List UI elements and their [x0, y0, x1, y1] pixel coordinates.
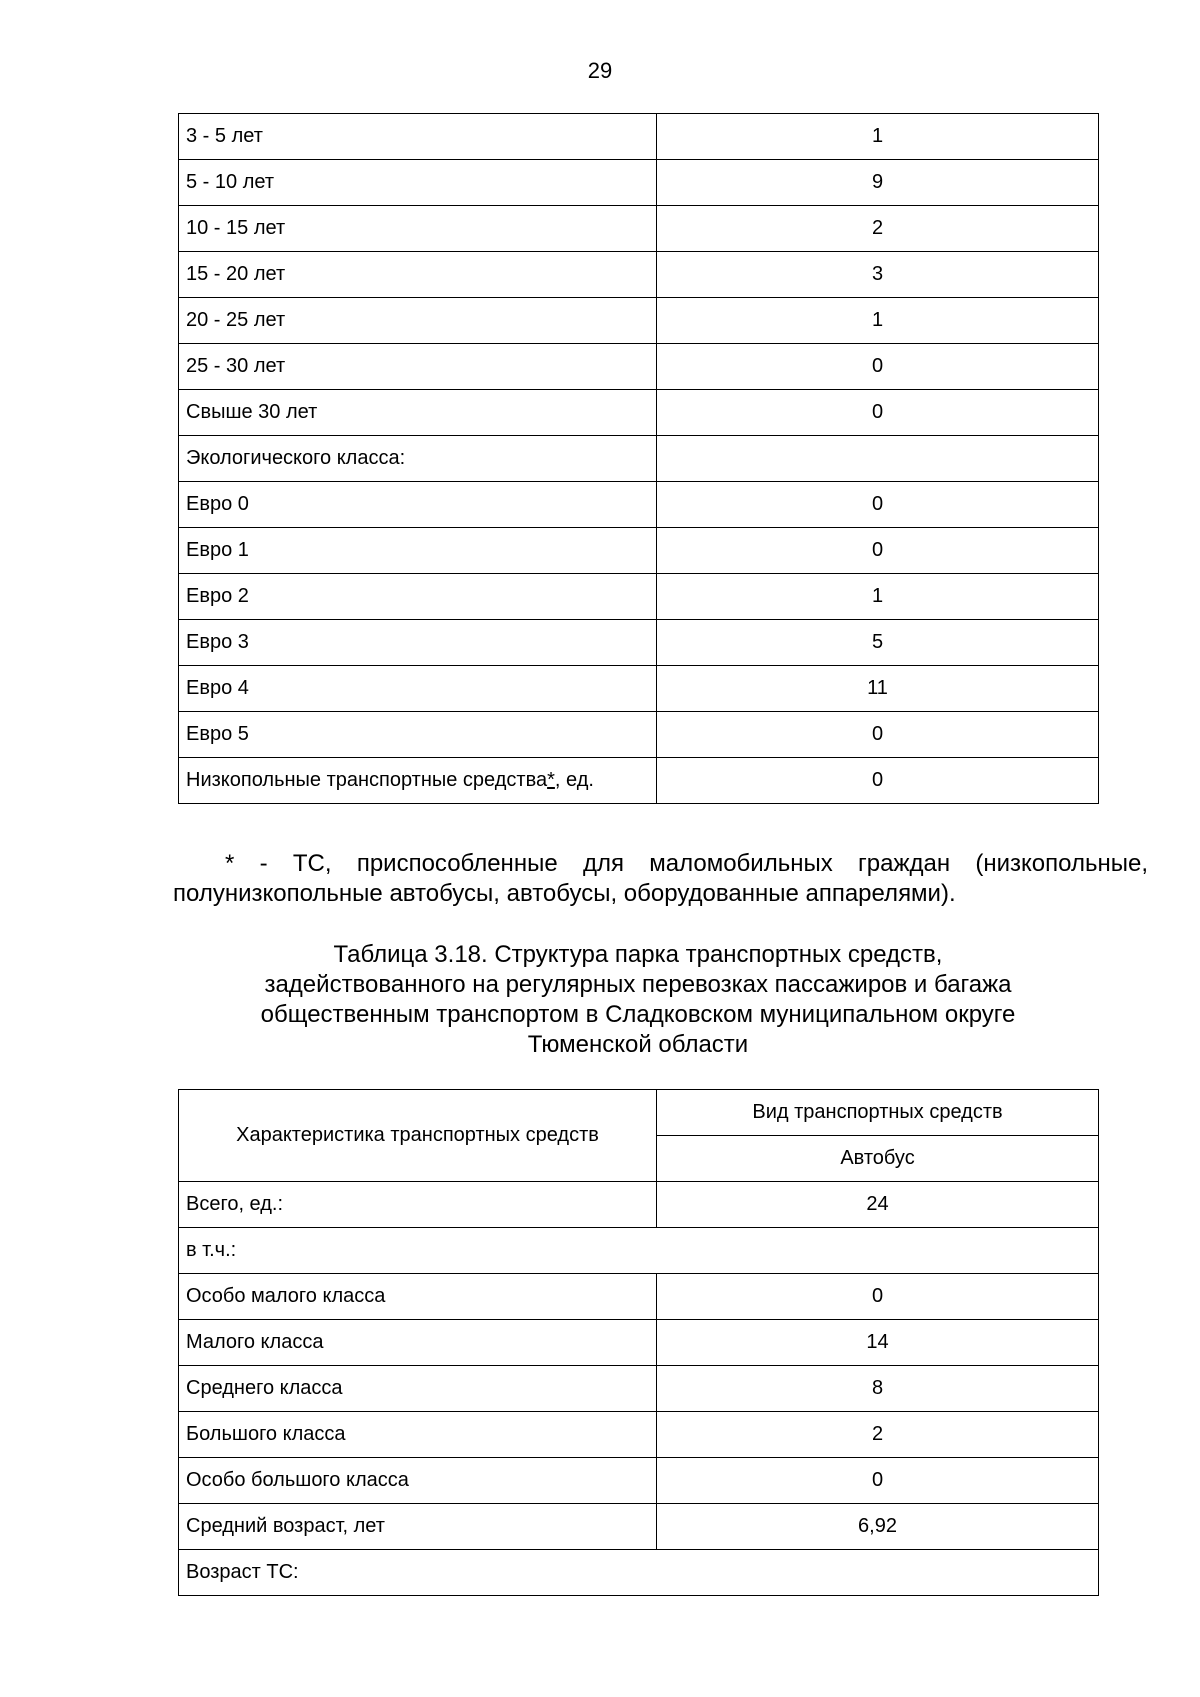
table-row: [179, 1550, 1099, 1596]
row-value: 1: [657, 298, 1099, 344]
row-label: Евро 1: [179, 528, 657, 574]
row-value: 0: [657, 528, 1099, 574]
table-row: [179, 206, 1099, 252]
row-label: Евро 2: [179, 574, 657, 620]
table-row: [179, 1274, 1099, 1320]
row-value: 2: [657, 1412, 1099, 1458]
table-row: [179, 758, 1099, 804]
row-value: [657, 436, 1099, 482]
header-vehicle-type: Вид транспортных средств: [657, 1090, 1099, 1136]
row-value: 6,92: [657, 1504, 1099, 1550]
table-row: [179, 482, 1099, 528]
row-label: 20 - 25 лет: [179, 298, 657, 344]
row-label: в т.ч.:: [179, 1228, 1099, 1274]
row-value: 11: [657, 666, 1099, 712]
row-value: 2: [657, 206, 1099, 252]
row-label: 5 - 10 лет: [179, 160, 657, 206]
row-label: Возраст ТС:: [179, 1550, 1099, 1596]
table-row: [179, 1182, 1099, 1228]
table-row: [179, 528, 1099, 574]
table-row: [179, 620, 1099, 666]
table-row: [179, 1228, 1099, 1274]
header-bus: Автобус: [657, 1136, 1099, 1182]
table-row: [179, 114, 1099, 160]
row-value: 14: [657, 1320, 1099, 1366]
low-floor-unit: , ед.: [554, 769, 594, 791]
table-row: [179, 1458, 1099, 1504]
table-row: [179, 298, 1099, 344]
row-value: 3: [657, 252, 1099, 298]
row-value: 1: [657, 114, 1099, 160]
row-value: 8: [657, 1366, 1099, 1412]
row-label: 10 - 15 лет: [179, 206, 657, 252]
low-floor-label: Низкопольные транспортные средства: [186, 769, 548, 791]
row-value: 0: [657, 758, 1099, 804]
header-characteristic: Характеристика транспортных средств: [179, 1090, 657, 1182]
page-number: 29: [587, 58, 613, 83]
row-label: Средний возраст, лет: [179, 1504, 657, 1550]
caption-line: задействованного на регулярных перевозках пассажиров и багажа: [264, 971, 1012, 998]
row-label: Среднего класса: [179, 1366, 657, 1412]
row-label: Евро 0: [179, 482, 657, 528]
table-row: [179, 390, 1099, 436]
table-row: [179, 1320, 1099, 1366]
row-label: Евро 3: [179, 620, 657, 666]
row-label: 25 - 30 лет: [179, 344, 657, 390]
footnote-text: * - ТС, приспособленные для маломобильных граждан (низкопольные, полунизкопольные автобусы, автобусы, оборудованные аппарелями).: [173, 850, 1148, 907]
row-value: 0: [657, 344, 1099, 390]
table-row: [179, 666, 1099, 712]
row-value: 0: [657, 1274, 1099, 1320]
row-label: Всего, ед.:: [179, 1182, 657, 1228]
row-value: 9: [657, 160, 1099, 206]
table-row: [179, 1366, 1099, 1412]
footnote-mark: *: [547, 769, 555, 791]
row-label: [179, 758, 657, 804]
row-value: 1: [657, 574, 1099, 620]
row-label: Малого класса: [179, 1320, 657, 1366]
table-caption: [178, 940, 1098, 1060]
row-label: Большого класса: [179, 1412, 657, 1458]
table-row: [179, 252, 1099, 298]
row-value: 0: [657, 482, 1099, 528]
row-label: Особо малого класса: [179, 1274, 657, 1320]
row-label: Свыше 30 лет: [179, 390, 657, 436]
row-value: 24: [657, 1182, 1099, 1228]
table-row: [179, 436, 1099, 482]
table-row: [179, 344, 1099, 390]
caption-line: Тюменской области: [527, 1031, 749, 1058]
row-label: 15 - 20 лет: [179, 252, 657, 298]
row-label: Евро 5: [179, 712, 657, 758]
vehicle-age-eco-class-table: [178, 113, 1099, 804]
table-row: [179, 1412, 1099, 1458]
row-value: 0: [657, 390, 1099, 436]
table-row: [179, 574, 1099, 620]
row-value: 0: [657, 712, 1099, 758]
caption-line: общественным транспортом в Сладковском муниципальном округе: [260, 1001, 1016, 1028]
row-label: Экологического класса:: [179, 436, 657, 482]
row-label: 3 - 5 лет: [179, 114, 657, 160]
row-value: 0: [657, 1458, 1099, 1504]
row-value: 5: [657, 620, 1099, 666]
caption-line: Таблица 3.18. Структура парка транспортных средств,: [333, 941, 943, 968]
row-label: Особо большого класса: [179, 1458, 657, 1504]
header-row: [179, 1090, 1099, 1136]
fleet-structure-table: [178, 1089, 1099, 1596]
row-label: Евро 4: [179, 666, 657, 712]
table-row: [179, 160, 1099, 206]
table-row: [179, 712, 1099, 758]
table-row: [179, 1504, 1099, 1550]
